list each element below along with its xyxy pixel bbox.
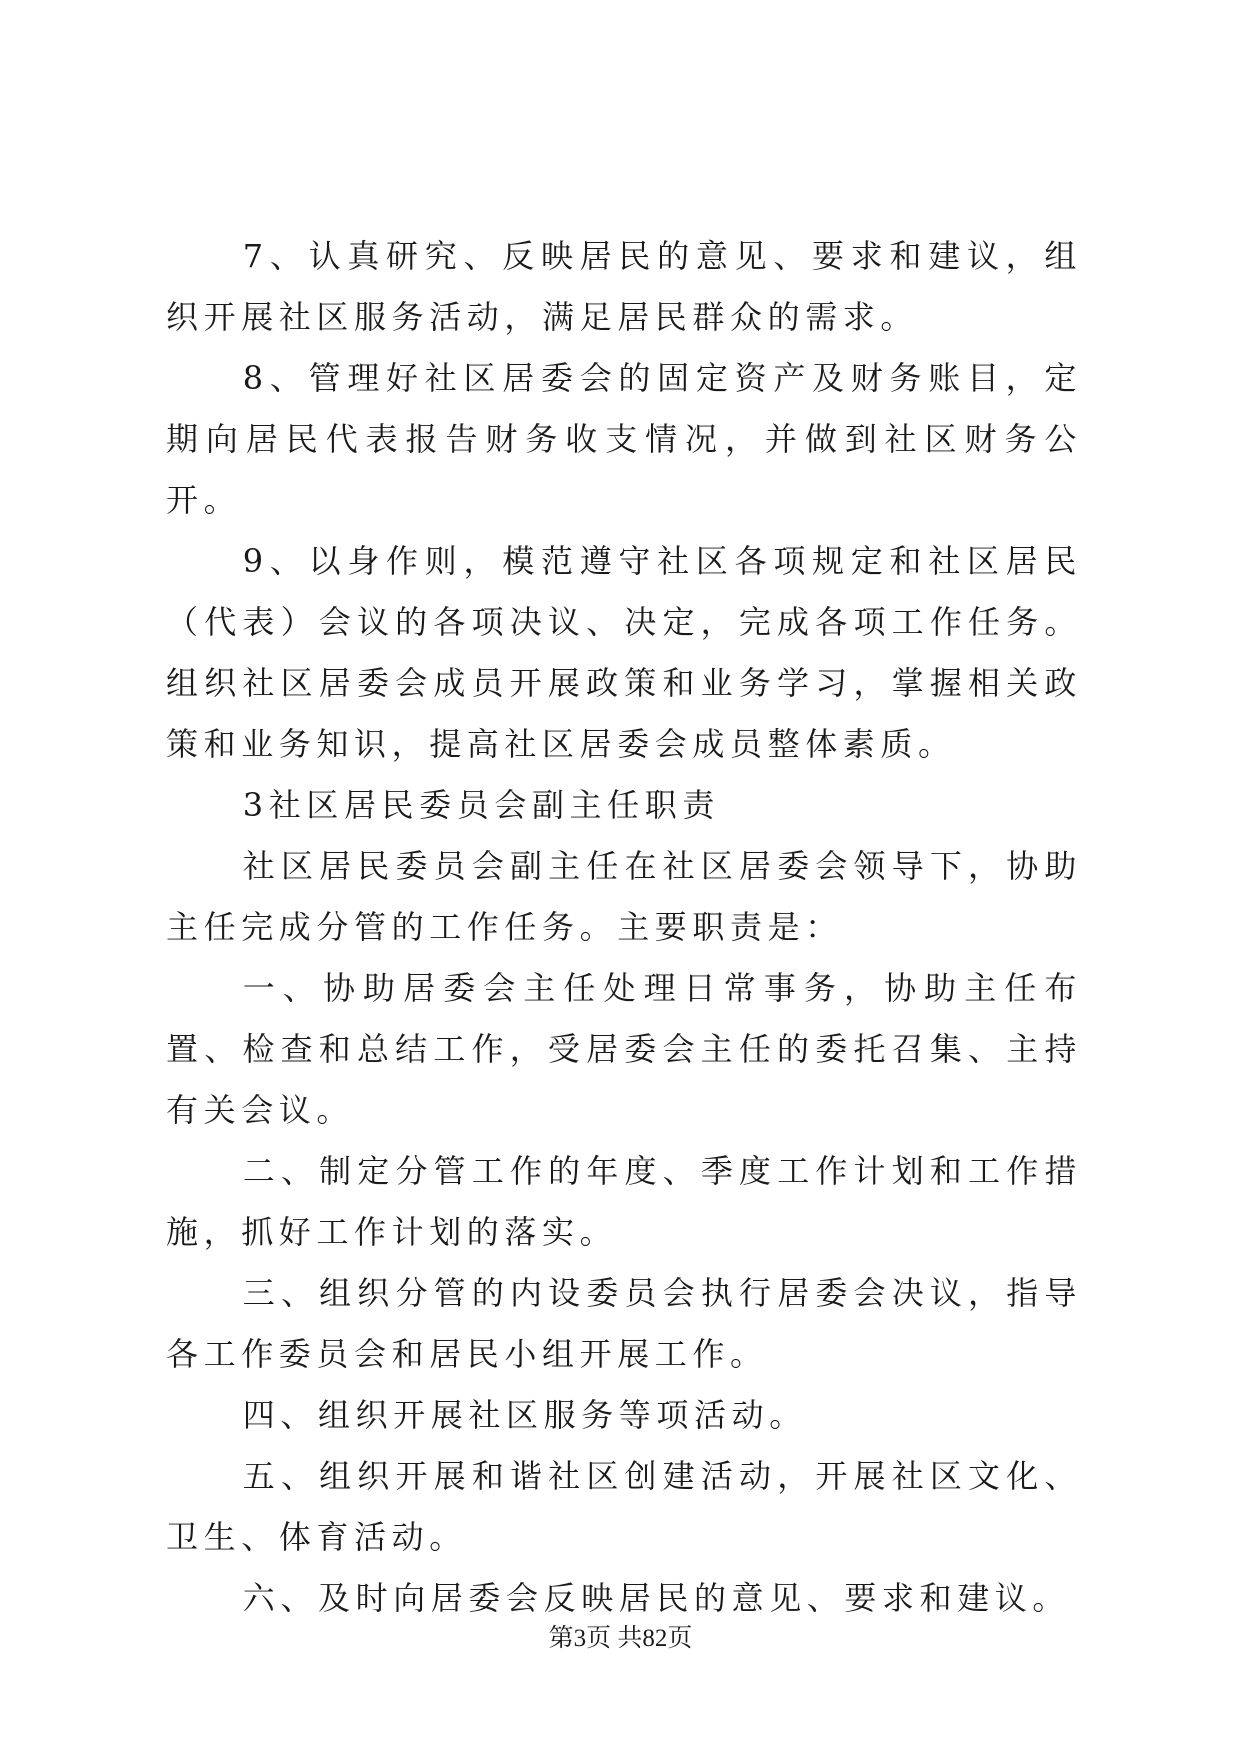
paragraph: 社区居民委员会副主任在社区居委会领导下，协助主任完成分管的工作任务。主要职责是： bbox=[166, 847, 1082, 946]
paragraph: 8、管理好社区居委会的固定资产及财务账目，定期向居民代表报告财务收支情况，并做到社区财务公开。 bbox=[166, 359, 1082, 519]
paragraph: 五、组织开展和谐社区创建活动，开展社区文化、卫生、体育活动。 bbox=[166, 1457, 1082, 1556]
paragraph: 7、认真研究、反映居民的意见、要求和建议，组织开展社区服务活动，满足居民群众的需求。 bbox=[166, 237, 1082, 336]
section-heading: 3社区居民委员会副主任职责 bbox=[242, 786, 720, 824]
paragraph: 一、协助居委会主任处理日常事务，协助主任布置、检查和总结工作，受居委会主任的委托召集、主持有关会议。 bbox=[166, 969, 1082, 1129]
paragraph: 二、制定分管工作的年度、季度工作计划和工作措施，抓好工作计划的落实。 bbox=[166, 1152, 1082, 1251]
paragraph: 三、组织分管的内设委员会执行居委会决议，指导各工作委员会和居民小组开展工作。 bbox=[166, 1274, 1082, 1373]
page-number-footer: 第3页 共82页 bbox=[548, 1625, 693, 1652]
paragraph: 六、及时向居委会反映居民的意见、要求和建议。 bbox=[242, 1579, 1070, 1617]
paragraph: 四、组织开展社区服务等项活动。 bbox=[242, 1396, 807, 1434]
paragraph: 9、以身作则，模范遵守社区各项规定和社区居民（代表）会议的各项决议、决定，完成各项工作任务。组织社区居委会成员开展政策和业务学习，掌握相关政策和业务知识，提高社区居委会成员整体素质。 bbox=[166, 542, 1082, 763]
document-body bbox=[166, 226, 1082, 1629]
